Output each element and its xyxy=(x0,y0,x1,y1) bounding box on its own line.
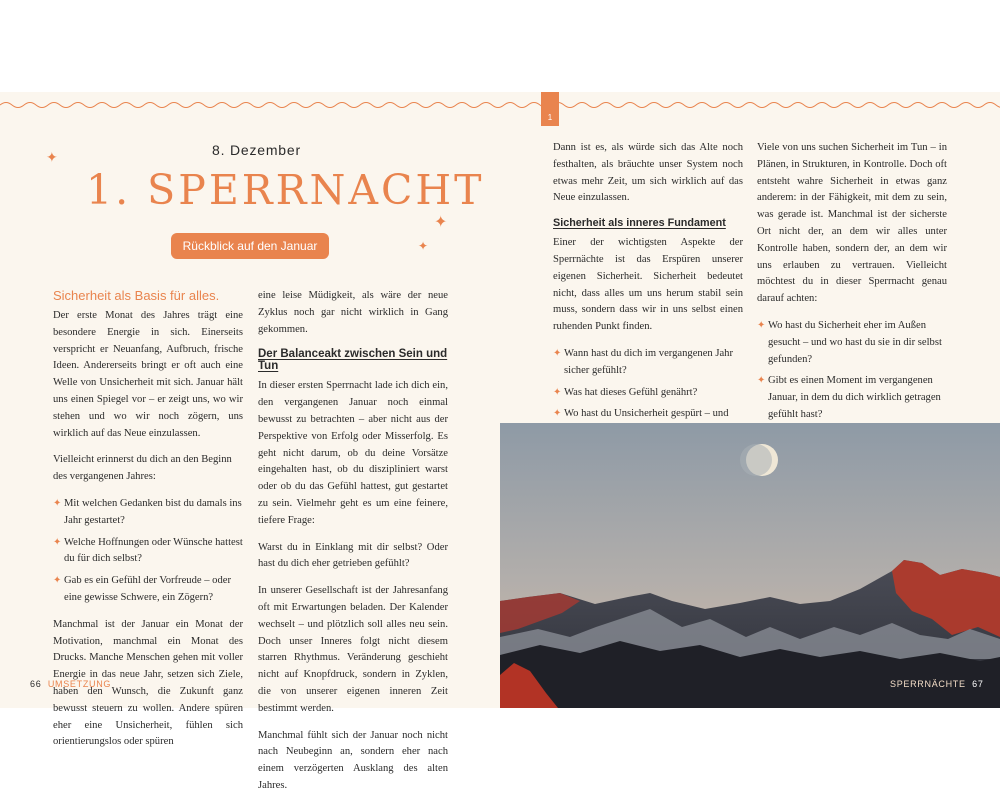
arrow-bullet-icon: ✦ xyxy=(757,319,766,331)
subtitle-badge: Rückblick auf den Januar xyxy=(171,233,329,259)
list-item: ✦ Wann hast du dich im vergangenen Jahr sicher gefühlt? xyxy=(553,347,733,376)
arrow-bullet-icon: ✦ xyxy=(53,497,62,509)
list-item: ✦ Welche Hoffnungen oder Wünsche hattest du für dich selbst? xyxy=(53,536,243,565)
paragraph: eine leise Müdigkeit, als wäre der neue Zyklus noch gar nicht wirklich in Gang gekommen. xyxy=(258,290,448,335)
list-item: ✦ Mit welchen Gedanken bist du damals ins Jahr gestartet? xyxy=(53,497,242,526)
section-heading: Sicherheit als inneres Fundament xyxy=(553,217,726,230)
book-spread xyxy=(0,92,1000,791)
arrow-bullet-icon: ✦ xyxy=(553,386,562,398)
page-number: 66 xyxy=(30,679,42,689)
chapter-title: 1. SPERRNACHT xyxy=(86,166,485,214)
list-item: ✦ Was hat dieses Gefühl genährt? xyxy=(553,385,743,402)
list-item: ✦ Gibt es einen Moment im vergangenen Januar, in dem du dich wirklich getragen gefühlt hast? xyxy=(757,375,941,420)
mountain-photo xyxy=(500,423,1000,708)
paragraph: Warst du in Einklang mit dir selbst? Oder hast du dich eher getrieben gefühlt? xyxy=(258,541,448,570)
arrow-bullet-icon: ✦ xyxy=(53,575,62,587)
footer-right xyxy=(890,679,984,689)
paragraph: Manchmal ist der Januar ein Monat der Motivation, manchmal ein Monat des Drucks. Manche Menschen gehen mit voller Energie in das neue Jahr, setzen sich Ziele, haben den Wunsch, die Zukunft ganz bewusst steuern zu wollen. Andere spüren eher eine Unsicherheit, fühlen sich orientierungslos oder spüren xyxy=(53,618,243,748)
moon-icon xyxy=(740,444,778,476)
paragraph: Viele von uns suchen Sicherheit im Tun – in Plänen, in Strukturen, in Kontrolle. Doch oft entsteht wahre Sicherheit in etwas ganz anderem: in der Fähigkeit, mit dem zu sein, was gerade ist. Manchmal ist der sicherste Ort nicht der, an dem wir alles unter Kontrolle haben, sondern der, an dem wir uns erlauben zu vertrauen. Vielleicht möchtest du in dieser Sperrnacht genau darauf achten: xyxy=(757,142,947,305)
wavy-divider xyxy=(0,98,1000,112)
section-heading: Der Balanceakt zwischen Sein und Tun xyxy=(258,348,448,373)
paragraph: Dann ist es, als würde sich das Alte noch festhalten, als bräuchte unser System noch etwas mehr Zeit, um sich wirklich auf das Neue einzulassen. xyxy=(553,142,743,204)
paragraph: Einer der wichtigsten Aspekte der Sperrnächte ist das Erspüren unserer eigenen Sicherheit. Sicherheit bedeutet nicht, dass alles um uns herum stabil sein muss, sondern dass wir in uns selbst einen ruhenden Punkt finden. xyxy=(553,237,743,333)
section-heading: Sicherheit als Basis für alles. xyxy=(53,288,220,303)
column-3 xyxy=(553,140,743,450)
tab-number: 1 xyxy=(547,113,553,122)
paragraph: In dieser ersten Sperrnacht lade ich dich ein, den vergangenen Januar noch einmal bewusst zu betrachten – aber nicht aus der Perspektive von Erfolg oder Misserfolg. Es geht nicht darum, ob du deine Vorsätze eingehalten hast, ob du diszipliniert warst oder ob du das Gefühl hattest, gut gestartet zu sein. Vielmehr geht es um eine feinere, tiefere Frage: xyxy=(258,380,448,526)
question-list xyxy=(53,496,243,607)
paragraph: In unserer Gesellschaft ist der Jahresanfang oft mit Erwartungen beladen. Der Kalender wechselt – und plötzlich soll alles neu sein. Doch unser Inneres folgt nicht diesem starren Rhythmus. Veränderung geschieht nicht auf Knopfdruck, sondern in Zyklen, die von unserer eigenen inneren Zeit bestimmt werden. xyxy=(258,585,448,714)
paragraph: Der erste Monat des Jahres trägt eine besondere Energie in sich. Einerseits verspricht er Neuanfang, Aufbruch, frische Ideen. Andererseits bringt er oft auch eine Welle von Unsicherheit mit sich. Januar hält uns einen Spiegel vor – er zeigt uns, wo wir stehen und wo wir noch zögern, uns wirklich auf das Neue einzulassen. xyxy=(53,310,243,439)
list-item: ✦ Gab es ein Gefühl der Vorfreude – oder eine gewisse Schwere, ein Zögern? xyxy=(53,575,231,603)
sparkle-icon: ✦ xyxy=(46,151,58,166)
arrow-bullet-icon: ✦ xyxy=(553,347,562,359)
arrow-bullet-icon: ✦ xyxy=(53,536,62,548)
arrow-bullet-icon: ✦ xyxy=(553,408,562,420)
date-label: 8. Dezember xyxy=(212,142,301,158)
arrow-bullet-icon: ✦ xyxy=(757,375,766,387)
page-number: 67 xyxy=(972,679,984,689)
footer-label: UMSETZUNG xyxy=(47,679,112,689)
sparkle-icon: ✦ xyxy=(434,214,448,231)
page-tab xyxy=(541,92,559,126)
column-1 xyxy=(53,288,243,761)
footer-label: SPERRNÄCHTE xyxy=(890,679,966,689)
footer-left xyxy=(30,679,111,689)
column-2 xyxy=(258,288,448,805)
list-item: ✦ Wo hast du Sicherheit eher im Außen gesucht – und wo hast du sie in dir selbst gefunden? xyxy=(757,319,942,365)
list-item: ✦ Wo hast du Unsicherheit gespürt – und xyxy=(553,406,743,440)
paragraph: Manchmal fühlt sich der Januar noch nicht nach Neubeginn an, sondern eher nach einem verzögerten Ausklang des alten Jahres. xyxy=(258,729,448,791)
paragraph: Vielleicht erinnerst du dich an den Beginn des vergangenen Jahres: xyxy=(53,454,232,483)
sparkle-icon: ✦ xyxy=(418,239,429,253)
